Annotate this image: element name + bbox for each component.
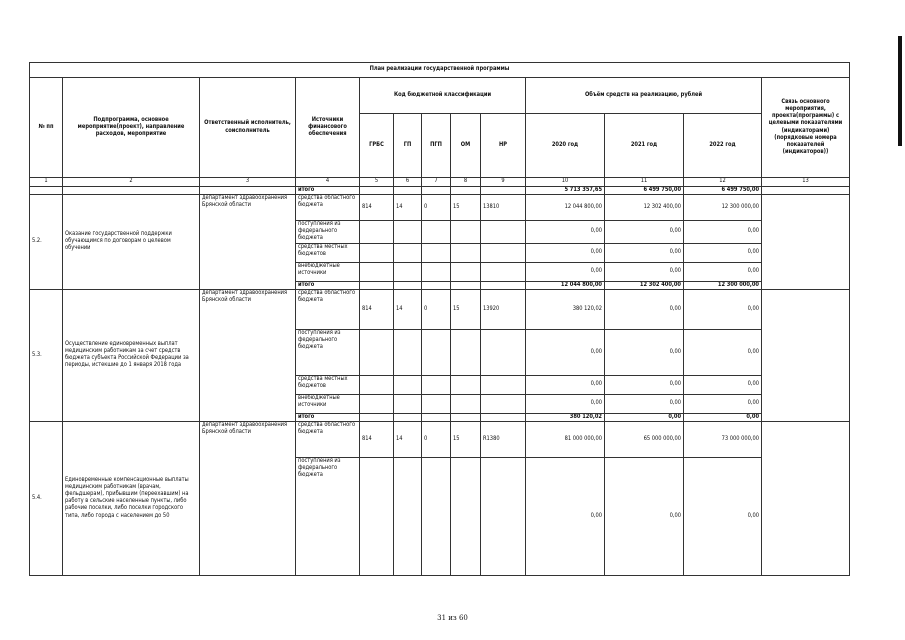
code-pgp: 0 [422,421,451,457]
funding-source: поступления из федерального бюджета [296,329,360,375]
code-gp [394,457,422,575]
total-2021: 12 302 400,00 [605,281,684,289]
col-number: 2 [63,178,200,187]
empty-cell [451,281,481,289]
amount-2021: 0,00 [605,375,684,394]
funding-source: средства местных бюджетов [296,375,360,394]
funding-source: средства областного бюджета [296,421,360,457]
total-2022: 0,00 [684,413,762,421]
code-gp [394,329,422,375]
col-number: 12 [684,178,762,187]
measure-name: Осуществление единовременных выплат медицинским работникам за счет средств бюджета субъекта Российской Федерации за периоды, истекшие до 1 января 2018 года [63,289,200,421]
code-gp [394,262,422,281]
code-grbs [360,262,394,281]
col-number: 3 [200,178,296,187]
indicator-link [762,421,850,575]
col-number: 4 [296,178,360,187]
code-np [481,375,526,394]
col-number: 8 [451,178,481,187]
empty-cell [481,281,526,289]
amount-2021: 0,00 [605,221,684,243]
total-2020: 5 713 357,65 [526,187,605,195]
amount-2020: 0,00 [526,221,605,243]
header-2021: 2021 год [605,114,684,178]
table-title: План реализации государственной программы [30,63,850,78]
row-number: 5.4. [30,421,63,575]
code-gp [394,221,422,243]
total-2020: 12 044 800,00 [526,281,605,289]
code-gp: 14 [394,289,422,329]
code-om: 15 [451,421,481,457]
amount-2022: 0,00 [684,243,762,262]
amount-2022: 0,00 [684,262,762,281]
amount-2020: 0,00 [526,243,605,262]
table-row [30,289,850,329]
measure-name: Единовременные компенсационные выплаты медицинским работникам (врачам, фельдшерам), прибывшим (переехавшим) на работу в сельские населенные пункты, либо рабочие поселки, либо поселки городского типа, либо города с населением до 50 [63,421,200,575]
code-np [481,262,526,281]
col-number: 11 [605,178,684,187]
empty-cell [422,281,451,289]
amount-2022: 73 000 000,00 [684,421,762,457]
page-edge-mark [898,36,902,146]
code-om [451,221,481,243]
code-pgp [422,262,451,281]
code-np: 13810 [481,195,526,221]
code-pgp [422,457,451,575]
col-number: 10 [526,178,605,187]
code-np [481,221,526,243]
header-sources: Источники финансового обеспечения [296,78,360,178]
amount-2020: 0,00 [526,329,605,375]
code-np [481,329,526,375]
code-np [481,243,526,262]
amount-2020: 0,00 [526,375,605,394]
amount-2021: 65 000 000,00 [605,421,684,457]
program-plan-table [29,62,850,576]
code-np [481,394,526,413]
code-np: 13920 [481,289,526,329]
row-number: 5.3. [30,289,63,421]
header-responsible: Ответственный исполнитель, соисполнитель [200,78,296,178]
funding-source: внебюджетные источники [296,394,360,413]
code-gp [394,394,422,413]
responsible-executor: департамент здравоохранения Брянской области [200,421,296,575]
code-pgp: 0 [422,289,451,329]
header-gp: ГП [394,114,422,178]
amount-2022: 0,00 [684,457,762,575]
code-om [451,394,481,413]
col-number: 13 [762,178,850,187]
code-grbs [360,221,394,243]
row-number: 5.2. [30,195,63,290]
total-2021: 0,00 [605,413,684,421]
code-np [481,457,526,575]
code-gp: 14 [394,195,422,221]
code-grbs: 814 [360,421,394,457]
code-pgp [422,329,451,375]
amount-2022: 0,00 [684,221,762,243]
code-grbs [360,375,394,394]
prev-total-row [30,187,850,195]
funding-source: средства областного бюджета [296,195,360,221]
code-grbs: 814 [360,289,394,329]
amount-2022: 12 300 000,00 [684,195,762,221]
table-row [30,195,850,221]
amount-2021: 12 302 400,00 [605,195,684,221]
total-2022: 6 499 750,00 [684,187,762,195]
header-subprogram: Подпрограмма, основное мероприятие(проект), направление расходов, мероприятие [63,78,200,178]
header-np: НР [481,114,526,178]
code-pgp [422,375,451,394]
code-om: 15 [451,195,481,221]
code-gp [394,375,422,394]
responsible-executor: департамент здравоохранения Брянской области [200,289,296,421]
code-om [451,329,481,375]
amount-2022: 0,00 [684,375,762,394]
code-grbs [360,329,394,375]
code-grbs [360,457,394,575]
code-pgp: 0 [422,195,451,221]
funding-source: поступления из федерального бюджета [296,221,360,243]
funding-source: внебюджетные источники [296,262,360,281]
indicator-link [762,289,850,421]
header-volume: Объём средств на реализацию, рублей [526,78,762,114]
code-pgp [422,221,451,243]
empty-cell [394,413,422,421]
amount-2020: 0,00 [526,457,605,575]
header-budget-code: Код бюджетной классификации [360,78,526,114]
col-number: 9 [481,178,526,187]
code-om [451,262,481,281]
col-number: 5 [360,178,394,187]
code-om [451,243,481,262]
amount-2020: 0,00 [526,262,605,281]
total-2020: 380 120,02 [526,413,605,421]
header-2020: 2020 год [526,114,605,178]
amount-2021: 0,00 [605,243,684,262]
code-grbs [360,394,394,413]
header-link: Связь основного мероприятия, проекта(программы) с целевыми показателями (индикаторами) (порядковые номера показателей (индикаторов)) [762,78,850,178]
header-2022: 2022 год [684,114,762,178]
amount-2022: 0,00 [684,289,762,329]
code-grbs [360,243,394,262]
col-number: 6 [394,178,422,187]
empty-cell [451,413,481,421]
total-label: итого [296,187,360,195]
indicator-link [762,195,850,290]
amount-2022: 0,00 [684,329,762,375]
code-pgp [422,394,451,413]
total-label: итого [296,281,360,289]
code-om [451,375,481,394]
amount-2022: 0,00 [684,394,762,413]
amount-2021: 0,00 [605,262,684,281]
empty-cell [422,413,451,421]
code-np: R1380 [481,421,526,457]
total-label: итого [296,413,360,421]
total-2022: 12 300 000,00 [684,281,762,289]
code-pgp [422,243,451,262]
empty-cell [360,281,394,289]
amount-2021: 0,00 [605,329,684,375]
amount-2021: 0,00 [605,289,684,329]
total-2021: 6 499 750,00 [605,187,684,195]
amount-2021: 0,00 [605,457,684,575]
header-num: № пп [30,78,63,178]
amount-2020: 0,00 [526,394,605,413]
header-pgp: ПГП [422,114,451,178]
code-om: 15 [451,289,481,329]
amount-2020: 380 120,02 [526,289,605,329]
code-gp [394,243,422,262]
empty-cell [481,413,526,421]
empty-cell [360,413,394,421]
header-grbs: ГРБС [360,114,394,178]
col-number: 7 [422,178,451,187]
funding-source: поступления из федерального бюджета [296,457,360,575]
responsible-executor: департамент здравоохранения Брянской области [200,195,296,290]
code-grbs: 814 [360,195,394,221]
code-gp: 14 [394,421,422,457]
header-om: ОМ [451,114,481,178]
column-number-row [30,178,850,187]
page-number: 31 из 60 [437,614,468,622]
table-row [30,421,850,457]
empty-cell [394,281,422,289]
funding-source: средства областного бюджета [296,289,360,329]
amount-2020: 12 044 800,00 [526,195,605,221]
amount-2020: 81 000 000,00 [526,421,605,457]
funding-source: средства местных бюджетов [296,243,360,262]
col-number: 1 [30,178,63,187]
amount-2021: 0,00 [605,394,684,413]
code-om [451,457,481,575]
measure-name: Оказание государственной поддержки обучающимся по договорам о целевом обучении [63,195,200,290]
